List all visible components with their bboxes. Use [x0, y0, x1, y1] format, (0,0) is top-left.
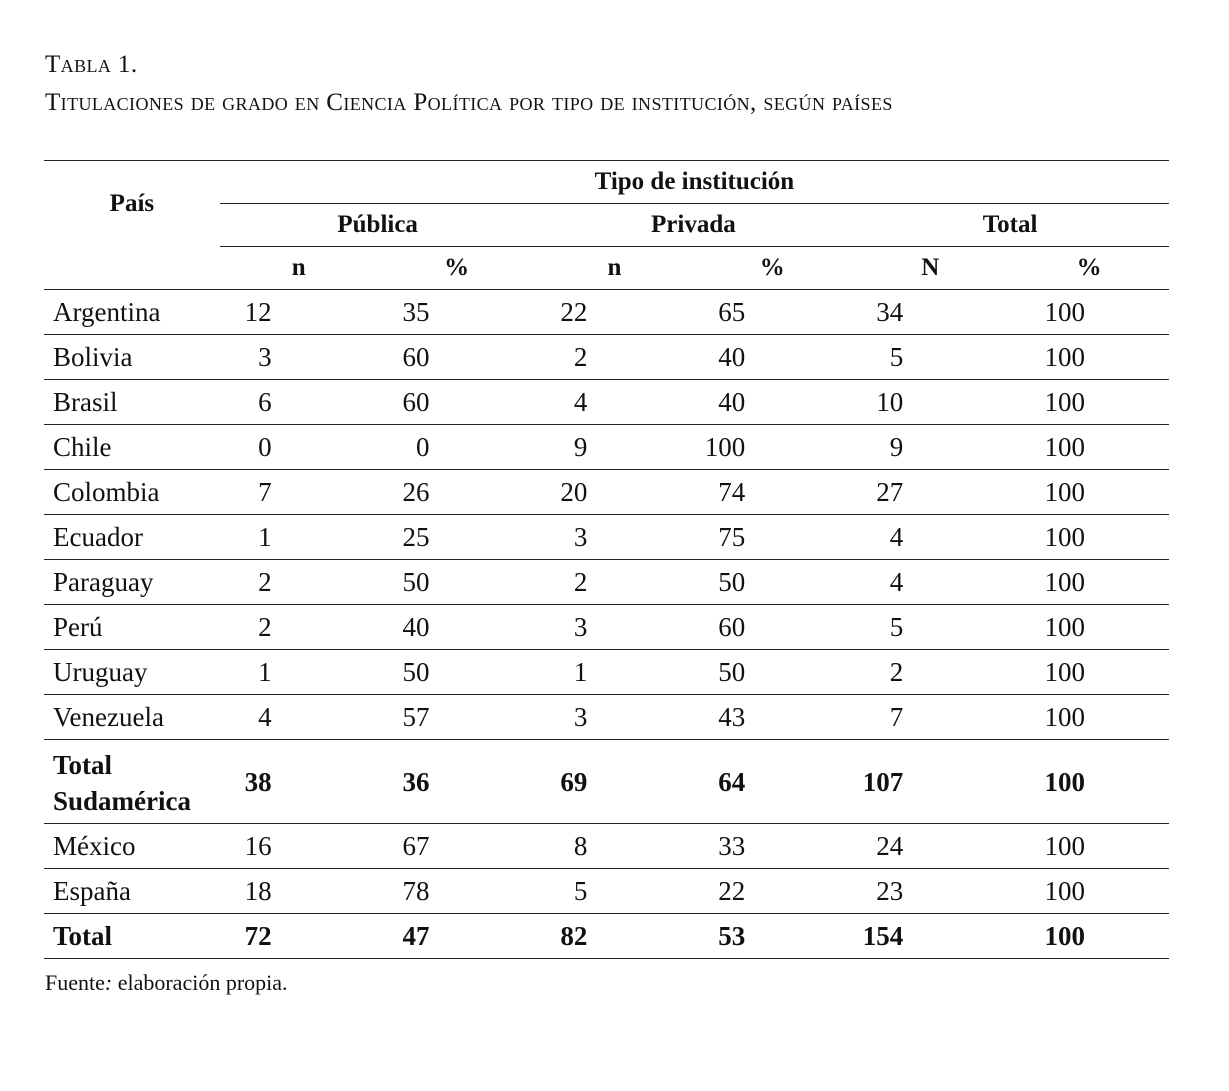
cell-publica-n: 6 [220, 380, 378, 425]
header-total-pct: % [1009, 247, 1169, 290]
table-row [44, 290, 1169, 335]
cell-total-n: 5 [851, 605, 1009, 650]
cell-publica-pct: 25 [378, 515, 536, 560]
cell-privada-pct: 50 [693, 560, 851, 605]
header-privada-n: n [536, 247, 694, 290]
table-row [44, 470, 1169, 515]
cell-total-pct: 100 [1009, 650, 1169, 695]
cell-privada-pct: 64 [693, 740, 851, 824]
cell-total-pct: 100 [1009, 425, 1169, 470]
cell-privada-n: 69 [536, 740, 694, 824]
table-row [44, 605, 1169, 650]
cell-publica-n: 7 [220, 470, 378, 515]
row-country-total: Total [44, 914, 220, 959]
row-country: Paraguay [44, 560, 220, 605]
subtotal-label-line2: Sudamérica [53, 786, 191, 816]
cell-publica-n: 72 [220, 914, 378, 959]
row-country: Ecuador [44, 515, 220, 560]
cell-total-pct: 100 [1009, 914, 1169, 959]
cell-total-n: 34 [851, 290, 1009, 335]
cell-privada-n: 20 [536, 470, 694, 515]
cell-total-n: 10 [851, 380, 1009, 425]
cell-privada-n: 4 [536, 380, 694, 425]
cell-total-n: 2 [851, 650, 1009, 695]
cell-publica-pct: 35 [378, 290, 536, 335]
header-country-blank [44, 247, 220, 290]
cell-publica-n: 2 [220, 560, 378, 605]
source-label: Fuente [45, 970, 105, 995]
cell-privada-n: 3 [536, 515, 694, 560]
cell-privada-pct: 22 [693, 869, 851, 914]
cell-total-n: 7 [851, 695, 1009, 740]
row-country: Argentina [44, 290, 220, 335]
table-row [44, 380, 1169, 425]
cell-total-pct: 100 [1009, 515, 1169, 560]
cell-publica-pct: 57 [378, 695, 536, 740]
cell-publica-n: 1 [220, 515, 378, 560]
table-row [44, 695, 1169, 740]
cell-privada-n: 5 [536, 869, 694, 914]
cell-privada-pct: 53 [693, 914, 851, 959]
cell-publica-n: 4 [220, 695, 378, 740]
cell-publica-pct: 60 [378, 380, 536, 425]
cell-total-n: 23 [851, 869, 1009, 914]
cell-publica-pct: 67 [378, 824, 536, 869]
row-country: Brasil [44, 380, 220, 425]
cell-publica-n: 3 [220, 335, 378, 380]
data-table [44, 160, 1169, 959]
table-row [44, 824, 1169, 869]
cell-privada-n: 3 [536, 605, 694, 650]
cell-publica-pct: 50 [378, 650, 536, 695]
table-row [44, 650, 1169, 695]
row-country: Colombia [44, 470, 220, 515]
cell-publica-pct: 0 [378, 425, 536, 470]
cell-total-n: 5 [851, 335, 1009, 380]
cell-publica-pct: 36 [378, 740, 536, 824]
cell-privada-n: 2 [536, 335, 694, 380]
cell-total-pct: 100 [1009, 605, 1169, 650]
cell-total-pct: 100 [1009, 824, 1169, 869]
cell-publica-n: 38 [220, 740, 378, 824]
row-country: España [44, 869, 220, 914]
cell-publica-pct: 78 [378, 869, 536, 914]
cell-publica-pct: 40 [378, 605, 536, 650]
cell-publica-pct: 60 [378, 335, 536, 380]
row-country: Chile [44, 425, 220, 470]
cell-total-pct: 100 [1009, 470, 1169, 515]
header-institution-type: Tipo de institución [220, 161, 1169, 204]
row-country-subtotal [44, 740, 220, 824]
cell-total-pct: 100 [1009, 290, 1169, 335]
cell-privada-pct: 40 [693, 380, 851, 425]
header-total: Total [851, 204, 1169, 247]
table-row [44, 425, 1169, 470]
cell-total-pct: 100 [1009, 695, 1169, 740]
cell-privada-pct: 75 [693, 515, 851, 560]
cell-privada-pct: 60 [693, 605, 851, 650]
cell-privada-n: 82 [536, 914, 694, 959]
subtotal-label-line1: Total [53, 750, 113, 780]
table-row [44, 560, 1169, 605]
cell-total-pct: 100 [1009, 740, 1169, 824]
cell-publica-n: 0 [220, 425, 378, 470]
cell-total-n: 4 [851, 515, 1009, 560]
cell-privada-n: 1 [536, 650, 694, 695]
cell-total-n: 27 [851, 470, 1009, 515]
table-row [44, 335, 1169, 380]
header-total-n: N [851, 247, 1009, 290]
cell-publica-n: 16 [220, 824, 378, 869]
cell-total-pct: 100 [1009, 335, 1169, 380]
cell-privada-pct: 40 [693, 335, 851, 380]
table-row [44, 869, 1169, 914]
total-row [44, 914, 1169, 959]
cell-privada-n: 22 [536, 290, 694, 335]
cell-privada-n: 9 [536, 425, 694, 470]
header-privada-pct: % [693, 247, 851, 290]
cell-privada-pct: 50 [693, 650, 851, 695]
cell-total-n: 4 [851, 560, 1009, 605]
cell-publica-n: 18 [220, 869, 378, 914]
cell-publica-pct: 47 [378, 914, 536, 959]
cell-total-n: 9 [851, 425, 1009, 470]
header-publica: Pública [220, 204, 536, 247]
table-caption [45, 46, 893, 122]
cell-privada-n: 8 [536, 824, 694, 869]
cell-privada-n: 3 [536, 695, 694, 740]
cell-privada-pct: 74 [693, 470, 851, 515]
row-country: Bolivia [44, 335, 220, 380]
subtotal-row [44, 740, 1169, 824]
row-country: Uruguay [44, 650, 220, 695]
cell-publica-pct: 26 [378, 470, 536, 515]
cell-privada-pct: 33 [693, 824, 851, 869]
cell-publica-n: 2 [220, 605, 378, 650]
cell-total-pct: 100 [1009, 560, 1169, 605]
cell-total-n: 154 [851, 914, 1009, 959]
row-country: México [44, 824, 220, 869]
cell-publica-n: 12 [220, 290, 378, 335]
header-country: País [44, 161, 220, 247]
header-privada: Privada [536, 204, 852, 247]
header-publica-n: n [220, 247, 378, 290]
table-row [44, 515, 1169, 560]
source-note [45, 970, 288, 996]
table-label: Tabla 1. [45, 51, 138, 78]
cell-total-pct: 100 [1009, 869, 1169, 914]
cell-publica-n: 1 [220, 650, 378, 695]
source-text: elaboración propia. [112, 970, 288, 995]
cell-privada-pct: 100 [693, 425, 851, 470]
cell-privada-pct: 43 [693, 695, 851, 740]
cell-privada-n: 2 [536, 560, 694, 605]
header-publica-pct: % [378, 247, 536, 290]
cell-publica-pct: 50 [378, 560, 536, 605]
source-colon: : [104, 970, 113, 995]
cell-total-pct: 100 [1009, 380, 1169, 425]
cell-total-n: 107 [851, 740, 1009, 824]
row-country: Venezuela [44, 695, 220, 740]
table-title: Titulaciones de grado en Ciencia Política por tipo de institución, según países [45, 89, 893, 116]
row-country: Perú [44, 605, 220, 650]
cell-total-n: 24 [851, 824, 1009, 869]
cell-privada-pct: 65 [693, 290, 851, 335]
